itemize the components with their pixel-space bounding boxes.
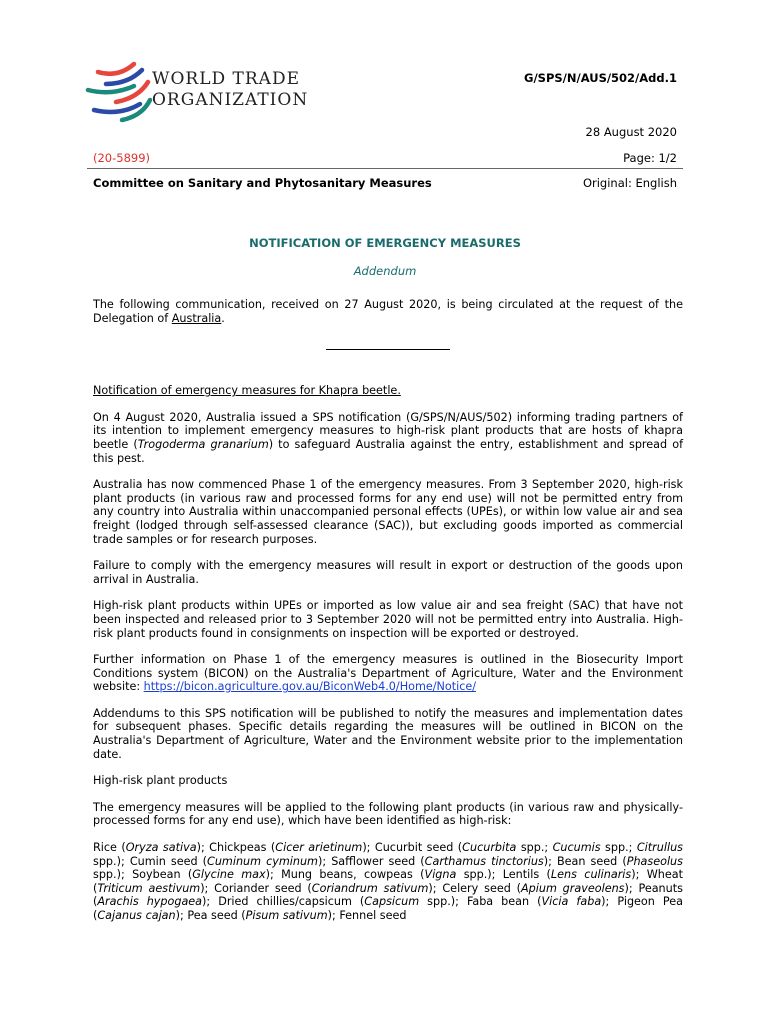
product-item: Coriander seed (Coriandrum sativum); — [214, 881, 443, 895]
product-item: Bean seed (Phaseolus spp.); — [93, 854, 683, 882]
product-item: Cumin seed (Cuminum cyminum); — [129, 854, 332, 868]
document-title: NOTIFICATION OF EMERGENCY MEASURES — [249, 236, 521, 250]
page-number: Page: 1/2 — [623, 151, 677, 165]
product-item: Faba bean (Vicia faba); — [466, 895, 618, 909]
paragraph-2: Australia has now commenced Phase 1 of the emergency measures. From 3 September 2020, high-risk plant products (in various raw and processed forms for any end use) will not be permitted entry from any country into Australia within unaccompanied personal effects (UPEs), or within low value air and sea freight (lodged through self-assessed clearance (SAC)), but excluding goods imported as commercial trade samples or for research purposes. — [93, 478, 683, 546]
intro-paragraph: The following communication, received on 27 August 2020, is being circulated at the request of the Delegation of Australia. — [93, 298, 683, 325]
wto-logo-text — [152, 70, 308, 110]
wto-globe-logo-icon — [84, 58, 154, 130]
paragraph-3: Failure to comply with the emergency measures will result in export or destruction of the goods upon arrival in Australia. — [93, 559, 683, 586]
original-language: Original: English — [582, 176, 677, 190]
committee-name: Committee on Sanitary and Phytosanitary Measures — [93, 176, 432, 190]
product-item: Safflower seed (Carthamus tinctorius); — [331, 854, 557, 868]
paragraph-6: Addendums to this SPS notification will be published to notify the measures and implementation dates for subsequent phases. Specific details regarding the measures will be outlined in BICON on the Australia's Department of Agriculture, Water and the Environment website prior to the implementation date. — [93, 706, 683, 761]
document-serial: (20-5899) — [93, 151, 151, 165]
country-name: Australia — [171, 311, 222, 325]
paragraph-7: High-risk plant products — [93, 774, 228, 788]
product-item: Citrullus spp.); — [93, 841, 683, 868]
product-item: Cucumis spp.; — [552, 841, 637, 855]
wto-logo — [84, 58, 344, 130]
document-symbol: G/SPS/N/AUS/502/Add.1 — [524, 71, 677, 85]
product-item: Mung beans, cowpeas (Vigna spp.); — [281, 868, 503, 882]
product-item: Fennel seed — [339, 909, 407, 922]
product-item: Wheat (Triticum aestivum); — [93, 868, 683, 895]
document-date: 28 August 2020 — [585, 125, 677, 139]
product-item: Pigeon Pea (Cajanus cajan); — [93, 895, 683, 922]
product-item: Lentils (Lens culinaris); — [502, 868, 647, 882]
paragraph-1: On 4 August 2020, Australia issued a SPS notification (G/SPS/N/AUS/502) informing trading partners of its intention to implement emergency measures to high-risk plant products that are hosts of khapra beetle (Trogoderma granarium) to safeguard Australia against the entry, establishment and spread of this pest. — [93, 410, 684, 465]
product-item: Peanuts (Arachis hypogaea); — [93, 881, 683, 909]
section-separator — [326, 349, 450, 350]
paragraph-5: Further information on Phase 1 of the emergency measures is outlined in the Biosecurity Import Conditions system (BICON) on the Australia's Department of Agriculture, Water and the Environment website: https://bicon.agriculture.gov.au/BiconWeb4.0/Home/Notice/ — [93, 653, 683, 694]
product-item: Chickpeas (Cicer arietinum); — [209, 841, 375, 855]
product-item: Dried chillies/capsicum (Capsicum spp.); — [218, 895, 467, 909]
document-subtitle: Addendum — [353, 264, 417, 278]
paragraph-8: The emergency measures will be applied to the following plant products (in various raw and physically-processed forms for any end use), which have been identified as high-risk: — [93, 800, 683, 828]
product-item: Celery seed (Apium graveolens); — [442, 881, 639, 895]
bicon-link[interactable]: https://bicon.agriculture.gov.au/BiconWeb4.0/Home/Notice/ — [143, 680, 477, 694]
product-item: Rice (Oryza sativa); — [93, 841, 210, 855]
paragraph-4: High-risk plant products within UPEs or imported as low value air and sea freight (SAC) that have not been inspected and released prior to 3 September 2020 will not be permitted entry into Australia. High-risk plant products found in consignments on inspection will be exported or destroyed. — [93, 599, 683, 640]
header-divider — [87, 168, 683, 169]
products-list — [93, 841, 683, 923]
section-heading: Notification of emergency measures for Khapra beetle. — [93, 384, 401, 398]
document-body — [93, 298, 683, 936]
product-item: Pea seed (Pisum sativum); — [187, 909, 340, 922]
logo-line2: ORGANIZATION — [152, 90, 309, 110]
product-item: Soybean (Glycine max); — [132, 868, 282, 882]
product-item: Cucurbit seed (Cucurbita spp.; — [374, 841, 553, 855]
logo-line1: WORLD TRADE — [152, 69, 300, 89]
